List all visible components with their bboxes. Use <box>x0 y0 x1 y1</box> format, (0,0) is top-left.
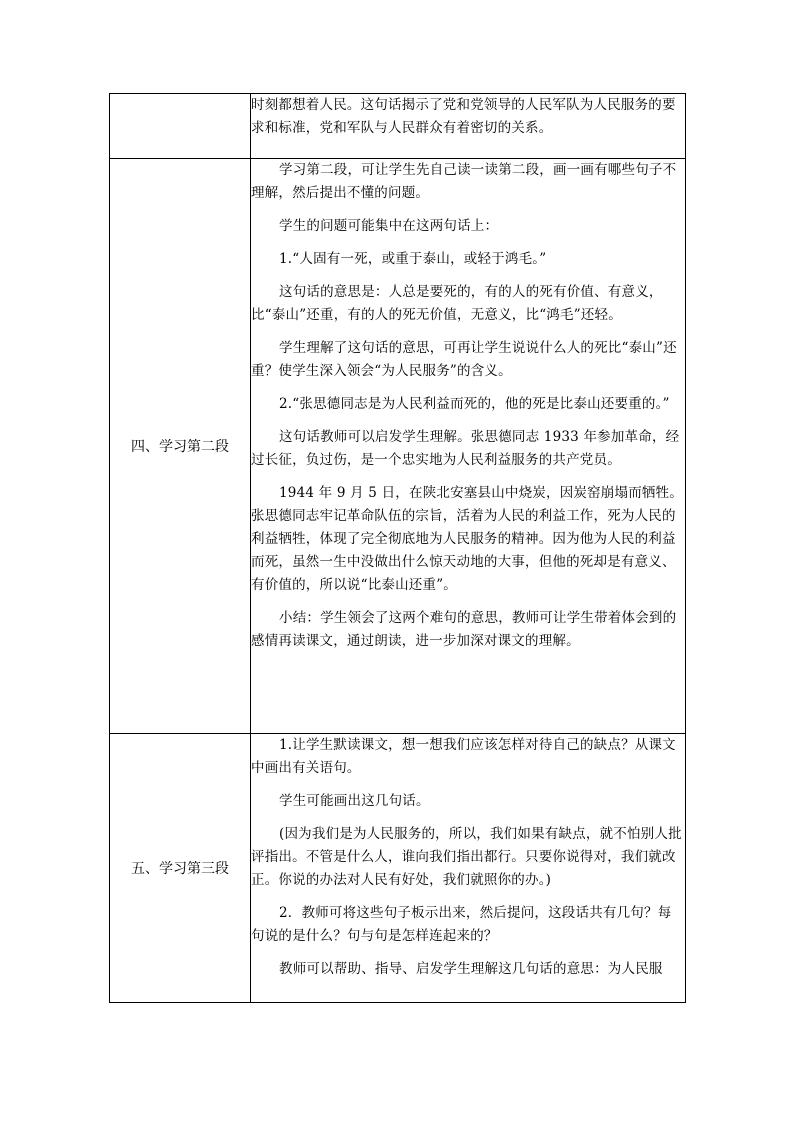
section-content <box>251 159 686 734</box>
paragraph: 1.让学生默读课文，想一想我们应该怎样对待自己的缺点？从课文中画出有关语句。 <box>251 737 676 776</box>
section-label: 四、学习第二段 <box>110 159 251 734</box>
paragraph: (因为我们是为人民服务的，所以，我们如果有缺点，就不怕别人批评指出。不管是什么人，谁向我们指出都行。只要你说得对，我们就改正。你说的办法对人民有好处，我们就照你的办。) <box>251 826 682 888</box>
table-row <box>110 159 686 734</box>
paragraph: 教师可以帮助、指导、启发学生理解这几句话的意思：为人民服 <box>279 961 663 977</box>
paragraph: 学习第二段，可让学生先自己读一读第二段，画一画有哪些句子不理解，然后提出不懂的问题。 <box>251 162 677 201</box>
paragraph: 学生的问题可能集中在这两句话上： <box>279 218 499 234</box>
paragraph: 1944 年 9 月 5 日，在陕北安塞县山中烧炭，因炭窑崩塌而牺牲。张思德同志牢记革命队伍的宗旨，活着为人民的利益工作，死为人民的利益牺牲，体现了完全彻底地为人民服务的精神。因为他为人民的利益而死，虽然一生中没做出什么惊天动地的大事，但他的死却是有意义、有价值的，所以说“比泰山还重”。 <box>251 485 683 593</box>
table-row <box>110 734 686 1003</box>
paragraph: 1.“人固有一死，或重于泰山，或轻于鸿毛。” <box>279 251 547 267</box>
lesson-plan-table <box>109 93 686 1003</box>
section-content <box>251 734 686 1003</box>
paragraph: 时刻都想着人民。这句话揭示了党和党领导的人民军队为人民服务的要求和标准，党和军队与人民群众有着密切的关系。 <box>251 97 676 136</box>
paragraph: 小结：学生领会了这两个难句的意思，教师可让学生带着体会到的感情再读课文，通过朗读，进一步加深对课文的理解。 <box>251 610 677 649</box>
paragraph: 学生可能画出这几句话。 <box>279 793 430 809</box>
paragraph: 学生理解了这句话的意思，可再让学生说说什么人的死比“泰山”还重？使学生深入领会“为人民服务”的含义。 <box>251 340 677 379</box>
section-content <box>251 94 686 159</box>
paragraph: 2．教师可将这些句子板示出来，然后提问，这段话共有几句？每句说的是什么？句与句是怎样连起来的？ <box>251 905 672 944</box>
paragraph: 这句话的意思是：人总是要死的，有的人的死有价值、有意义，比“泰山”还重，有的人的死无价值，无意义，比“鸿毛”还轻。 <box>251 284 663 323</box>
table-row <box>110 94 686 159</box>
paragraph: 这句话教师可以启发学生理解。张思德同志 1933 年参加革命，经过长征，负过伤，是一个忠实地为人民利益服务的共产党员。 <box>251 429 680 468</box>
paragraph: 2.“张思德同志是为人民利益而死的，他的死是比泰山还要重的。” <box>279 396 670 412</box>
section-label: 五、学习第三段 <box>110 734 251 1003</box>
section-label <box>110 94 251 159</box>
